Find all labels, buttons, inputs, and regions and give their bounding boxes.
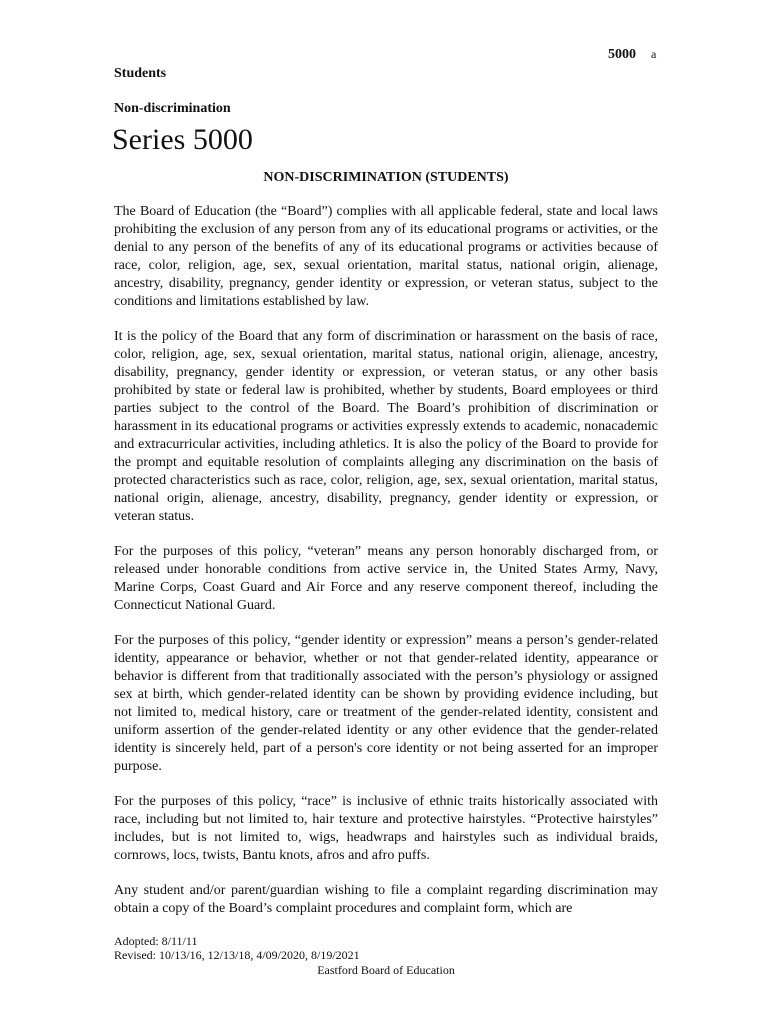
paragraph-complaint: Any student and/or parent/guardian wishing to file a complaint regarding discrimination may obtain a copy of the Board’s complaint procedures and complaint form, which are xyxy=(114,883,658,916)
paragraph-veteran-definition: For the purposes of this policy, “veteran” means any person honorably discharged from, or released under honorable conditions from active service in, the United States Army, Navy, Marine Corps, Coast Guard and Air Force and any reserve component thereof, including the Connecticut National Guard. xyxy=(114,544,658,613)
policy-heading: NON-DISCRIMINATION (STUDENTS) xyxy=(263,170,509,185)
paragraph-race-definition: For the purposes of this policy, “race” is inclusive of ethnic traits historically associated with race, including but not limited to, hair texture and protective hairstyles. “Protective hairstyles” includes, but is not limited to, wigs, headwraps and hairstyles such as individual braids, cornrows, locs, twists, Bantu knots, afros and afro puffs. xyxy=(114,794,658,863)
paragraph-gender-identity-definition: For the purposes of this policy, “gender identity or expression” means a person’s gender-related identity, appearance or behavior, whether or not that gender-related identity, appearance or behavior is different from that traditionally associated with the person’s physiology or assigned sex at birth, which gender-related identity can be shown by providing evidence including, but not limited to, medical history, care or treatment of the gender-related identity, consistent and uniform assertion of the gender-related identity or any other evidence that the gender-related identity is sincerely held, part of a person's core identity or not being asserted for an improper purpose. xyxy=(114,633,658,774)
section-label: Students xyxy=(114,66,167,81)
series-title: Series 5000 xyxy=(112,123,253,156)
policy-page-suffix: a xyxy=(651,47,657,61)
paragraph-policy: It is the policy of the Board that any form of discrimination or harassment on the basis of race, color, religion, age, sex, sexual orientation, marital status, national origin, alienage, ancestry, disability, pregnancy, gender identity or expression, or veteran status, or any other basis prohibited by state or federal law is prohibited, whether by students, Board employees or third parties subject to the control of the Board. The Board’s prohibition of discrimination or harassment in its educational programs or activities expressly extends to academic, nonacademic and extracurricular activities, including athletics. It is also the policy of the Board to provide for the prompt and equitable resolution of complaints alleging any discrimination on the basis of protected characteristics such as race, color, religion, age, sex, sexual orientation, marital status, national origin, alienage, ancestry, disability, pregnancy, gender identity or expression, or veteran status. xyxy=(114,329,658,524)
footer-board-name: Eastford Board of Education xyxy=(317,963,455,977)
policy-body xyxy=(114,203,658,935)
paragraph-compliance: The Board of Education (the “Board”) complies with all applicable federal, state and local laws prohibiting the exclusion of any person from any of its educational programs or activities, or the denial to any person of the benefits of any of its educational programs or activities because of race, color, religion, age, sex, sexual orientation, marital status, national origin, alienage, ancestry, disability, pregnancy, gender identity or expression, or veteran status, subject to the conditions and limitations established by law. xyxy=(114,204,658,309)
footer-revised: Revised: 10/13/16, 12/13/18, 4/09/2020, 8/19/2021 xyxy=(114,948,360,962)
policy-number: 5000 xyxy=(608,47,636,62)
footer-adopted: Adopted: 8/11/11 xyxy=(114,934,198,948)
topic-label: Non-discrimination xyxy=(114,101,231,116)
